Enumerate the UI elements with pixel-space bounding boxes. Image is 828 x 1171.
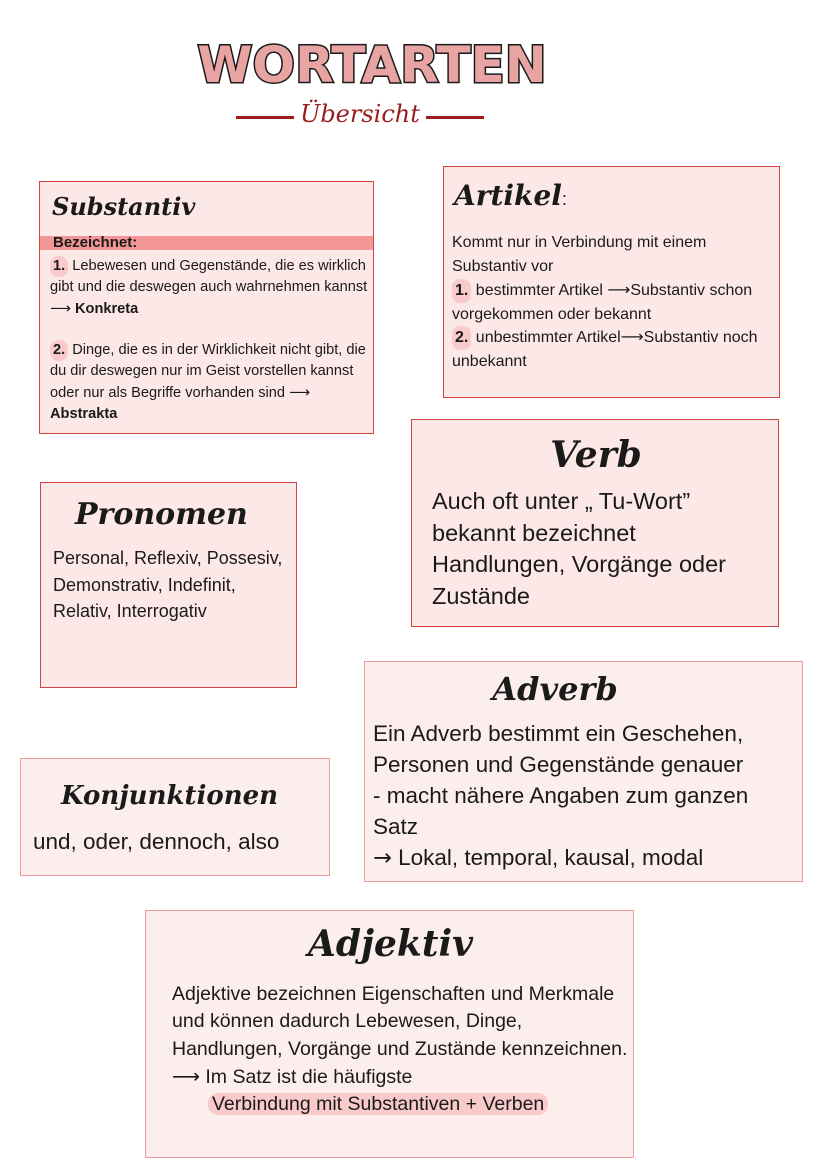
substantiv-card [39, 181, 374, 434]
adverb-line-result [373, 842, 818, 874]
adverb-line: Ein Adverb bestimmt ein Geschehen, [373, 721, 744, 746]
adverb-line: Personen und Gegenstände genauer [373, 752, 744, 777]
artikel-item-2 [452, 325, 778, 373]
artikel-intro: Kommt nur in Verbindung mit einem Substantiv vor [452, 234, 707, 275]
artikel-heading: Artikel [454, 179, 562, 212]
verb-card [411, 419, 779, 627]
page-title-text: WORTARTEN [197, 36, 547, 94]
adverb-line: Satz [373, 814, 419, 839]
adjektiv-content [172, 981, 632, 1118]
adjektiv-note-2: Verbindung mit Substantiven + Verben [208, 1093, 548, 1115]
arrow-right-icon: ⟶ [607, 280, 631, 299]
substantiv-item-1 [50, 256, 372, 320]
arrow-right-icon: ⟶ [289, 384, 310, 401]
arrow-right-icon: ⟶ [50, 300, 71, 317]
artikel-item-1 [452, 278, 778, 326]
item-rest: schon vorgekommen oder bekannt [452, 282, 753, 323]
arrow-right-icon: ⟶ [620, 327, 644, 346]
adjektiv-note [172, 1063, 632, 1091]
item-result: Konkreta [74, 301, 139, 317]
adjektiv-heading: Adjektiv [307, 923, 474, 965]
arrow-right-icon: ⟶ [172, 1064, 200, 1088]
verb-text: Auch oft unter „ Tu-Wort” bekannt bezeichnet Handlungen, Vorgänge oder Zustände [432, 488, 726, 609]
item-text: Dinge, die es in der Wirklichkeit nicht gibt, die du dir deswegen nur im Geist vorstellen kannst oder nur als Begriffe vorhanden sind [50, 342, 366, 401]
artikel-card [443, 166, 780, 398]
item-text: Lebewesen und Gegenstände, die es wirklich gibt und die deswegen auch wahrnehmen kannst [50, 258, 368, 295]
adjektiv-text: Adjektive bezeichnen Eigenschaften und Merkmale und können dadurch Lebewesen, Dinge, Handlungen, Vorgänge und Zustände kennzeichnen. [172, 983, 628, 1060]
substantiv-label: Bezeichnet: [53, 234, 138, 251]
adverb-card [364, 661, 803, 882]
subtitle-group [236, 100, 484, 140]
pronomen-card [40, 482, 297, 688]
adjektiv-card [145, 910, 634, 1158]
page-title [197, 28, 547, 94]
item-target: Substantiv [643, 329, 719, 346]
pronomen-text: Personal, Reflexiv, Possesiv, Demonstrativ, Indefinit, Relativ, Interrogativ [53, 548, 283, 621]
item-text: bestimmter Artikel [475, 282, 603, 299]
adjektiv-note-line [172, 1091, 632, 1118]
adjektiv-note-1: Im Satz ist die häufigste [205, 1065, 413, 1088]
item-number: 2. [50, 340, 68, 361]
adverb-heading: Adverb [492, 670, 618, 708]
page-subtitle: Übersicht [300, 100, 420, 128]
subtitle-rule-left [236, 116, 294, 119]
item-number: 2. [452, 326, 471, 350]
substantiv-heading: Substantiv [52, 192, 196, 221]
konjunktionen-text: und, oder, dennoch, also [33, 829, 280, 854]
substantiv-item-2 [50, 340, 372, 425]
adverb-result: Lokal, temporal, kausal, modal [398, 845, 704, 870]
item-number: 1. [50, 256, 68, 277]
artikel-heading-row [454, 179, 567, 212]
verb-heading: Verb [550, 434, 642, 476]
item-target: Substantiv [630, 282, 706, 299]
item-result: Abstrakta [50, 406, 118, 422]
adverb-line: - macht nähere Angaben zum ganzen [373, 783, 749, 808]
konjunktionen-card [20, 758, 330, 876]
item-number: 1. [452, 279, 471, 303]
arrow-right-icon: → [373, 845, 392, 871]
subtitle-rule-right [426, 116, 484, 119]
adverb-text [373, 718, 818, 874]
pronomen-heading: Pronomen [75, 497, 248, 532]
item-text: unbestimmter Artikel [475, 329, 621, 346]
item-rest: noch unbekannt [452, 329, 758, 370]
konjunktionen-heading: Konjunktionen [61, 781, 279, 811]
artikel-heading-colon: : [561, 189, 567, 209]
